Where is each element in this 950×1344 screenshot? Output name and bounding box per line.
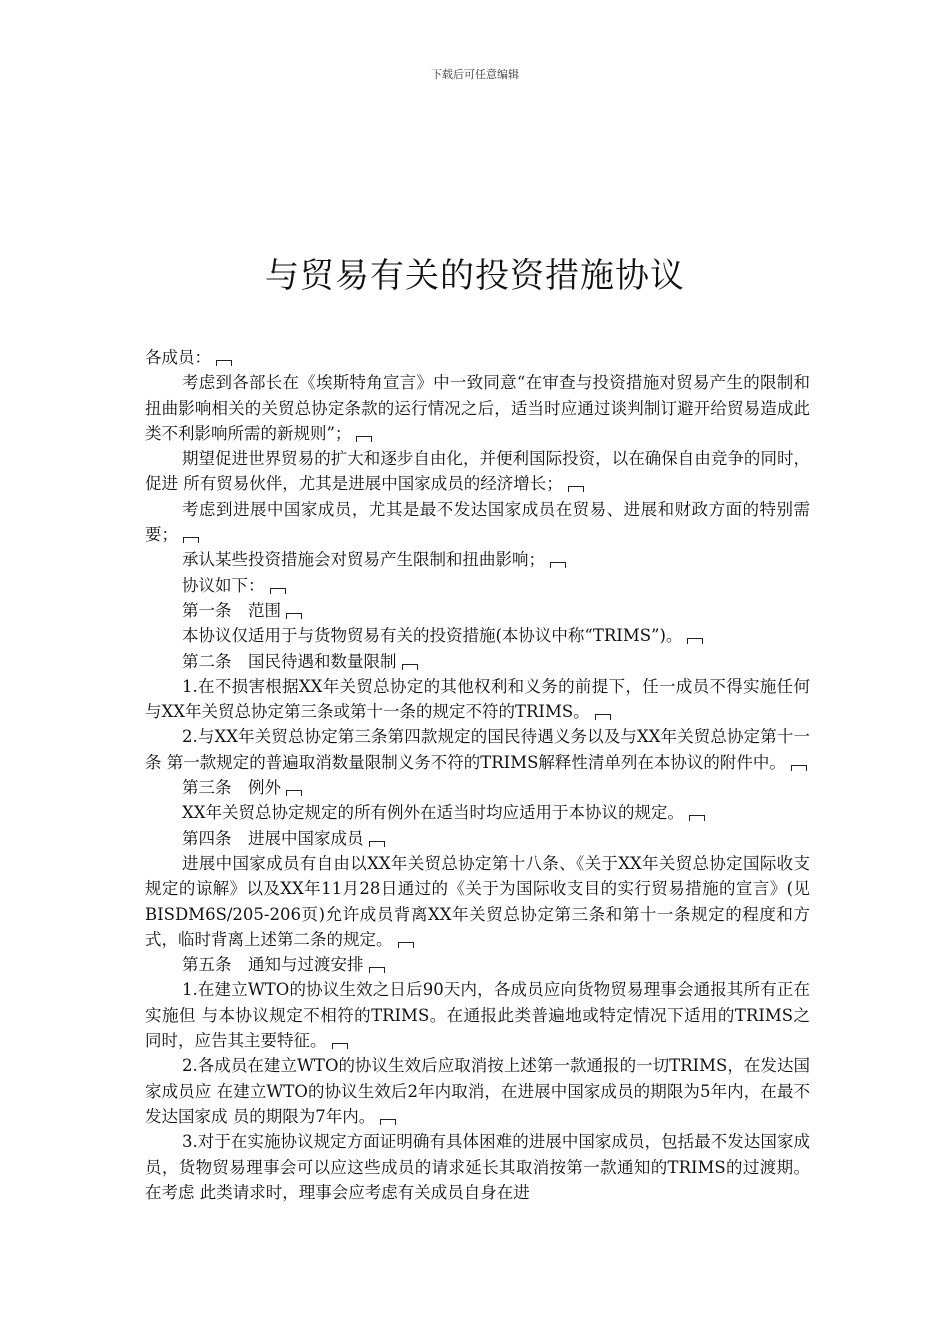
- article-paragraph: 本协议仅适用于与货物贸易有关的投资措施(本协议中称“TRIMS”)。: [145, 623, 810, 648]
- paragraph-mark-icon: [687, 638, 703, 644]
- paragraph-mark-icon: [398, 942, 414, 948]
- preamble-paragraph: 考虑到进展中国家成员，尤其是最不发达国家成员在贸易、进展和财政方面的特别需要；: [145, 499, 810, 545]
- paragraph-mark-icon: [380, 1119, 396, 1125]
- paragraph-mark-icon: [369, 967, 385, 973]
- page-header: 下载后可任意编辑: [431, 68, 519, 81]
- paragraph-mark-icon: [286, 790, 302, 796]
- article-heading: 第五条 通知与过渡安排: [145, 952, 810, 977]
- preamble-paragraph: 期望促进世界贸易的扩大和逐步自由化，并便利国际投资，以在确保自由竞争的同时，促进 所有贸易伙伴，尤其是进展中国家成员的经济增长；: [145, 449, 810, 494]
- paragraph-mark-icon: [550, 562, 566, 568]
- document-title: 与贸易有关的投资措施协议: [265, 256, 685, 296]
- article-paragraph: 进展中国家成员有自由以XX年关贸总协定第十八条、《关于XX年关贸总协定国际收支规定的谅解》以及XX年11月28日通过的《关于为国际收支目的实行贸易措施的宣言》(见BISDM6S/205-206页)允许成员背离XX年关贸总协定第三条和第十一条规定的程度和方式，临时背离上述第二条的规定。: [145, 853, 810, 949]
- paragraph-mark-icon: [689, 815, 705, 821]
- article-heading: 第一条 范围: [145, 598, 810, 623]
- salutation: 各成员：: [145, 345, 810, 370]
- paragraph-mark-icon: [270, 588, 286, 594]
- agreement-intro: 协议如下：: [145, 573, 810, 598]
- document-body: [145, 345, 810, 1205]
- paragraph-mark-icon: [356, 436, 372, 442]
- paragraph-mark-icon: [568, 486, 584, 492]
- paragraph-mark-icon: [183, 537, 199, 543]
- article-paragraph: 2.各成员在建立WTO的协议生效后应取消按上述第一款通报的一切TRIMS，在发达国家成员应 在建立WTO的协议生效后2年内取消，在进展中国家成员的期限为5年内，在最不发达国家成 员的期限为7年内。: [145, 1056, 810, 1126]
- paragraph-mark-icon: [595, 714, 611, 720]
- article-paragraph: 1.在不损害根据XX年关贸总协定的其他权利和义务的前提下，任一成员不得实施任何与XX年关贸总协定第三条或第十一条的规定不符的TRIMS。: [145, 676, 810, 722]
- paragraph-mark-icon: [332, 1043, 348, 1049]
- article-heading: 第二条 国民待遇和数量限制: [145, 649, 810, 674]
- paragraph-mark-icon: [402, 664, 418, 670]
- article-heading: 第三条 例外: [145, 775, 810, 800]
- article-paragraph: 2.与XX年关贸总协定第三条第四款规定的国民待遇义务以及与XX年关贸总协定第十一条 第一款规定的普遍取消数量限制义务不符的TRIMS解释性清单列在本协议的附件中。: [145, 727, 810, 772]
- paragraph-mark-icon: [216, 360, 232, 366]
- preamble-paragraph: 考虑到各部长在《埃斯特角宣言》中一致同意“在审查与投资措施对贸易产生的限制和扭曲影响相关的关贸总协定条款的运行情况之后，适当时应通过谈判制订避开给贸易造成此类不利影响所需的新规则”；: [145, 373, 810, 443]
- article-paragraph: XX年关贸总协定规定的所有例外在适当时均应适用于本协议的规定。: [145, 800, 810, 825]
- paragraph-mark-icon: [791, 765, 807, 771]
- paragraph-mark-icon: [286, 613, 302, 619]
- preamble-paragraph: 承认某些投资措施会对贸易产生限制和扭曲影响；: [145, 547, 810, 572]
- article-paragraph: 1.在建立WTO的协议生效之日后90天内，各成员应向货物贸易理事会通报其所有正在实施但 与本协议规定不相符的TRIMS。在通报此类普遍地或特定情况下适用的TRIMS之同时，应告其主要特征。: [145, 980, 810, 1051]
- article-heading: 第四条 进展中国家成员: [145, 826, 810, 851]
- paragraph-mark-icon: [369, 841, 385, 847]
- article-paragraph: 3.对于在实施协议规定方面证明确有具体困难的进展中国家成员，包括最不发达国家成员，货物贸易理事会可以应这些成员的请求延长其取消按第一款通知的TRIMS的过渡期。在考虑 此类请求时，理事会应考虑有关成员自身在进: [145, 1132, 810, 1202]
